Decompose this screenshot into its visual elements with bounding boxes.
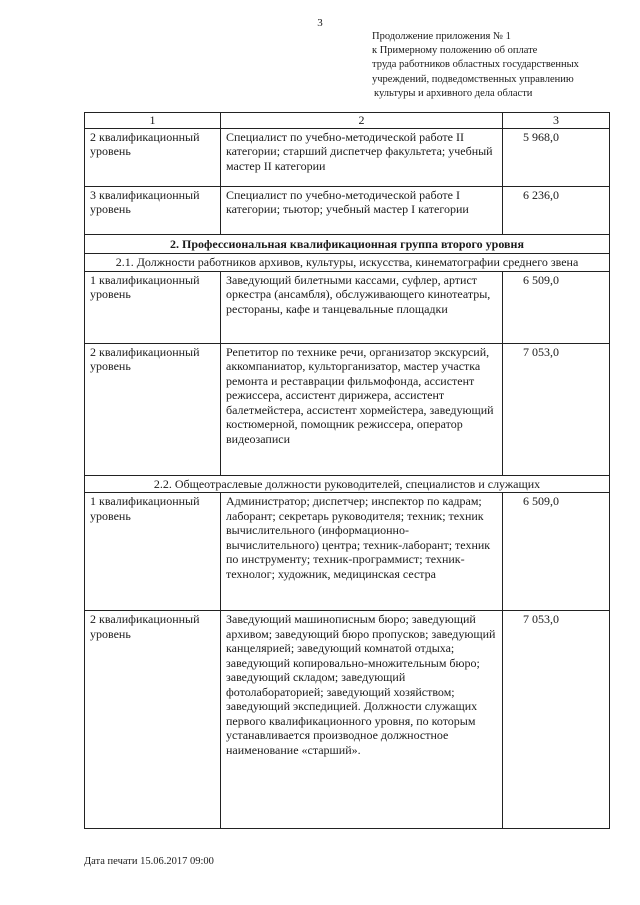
subgroup-header-row [85,475,610,493]
subgroup-title: 2.1. Должности работников архивов, культуры, искусства, кинематографии среднего звена [85,254,610,272]
salary-table [84,112,610,829]
table-header-row [85,113,610,129]
table-row [85,611,610,829]
group-title: 2. Профессиональная квалификационная группа второго уровня [85,234,610,254]
positions-cell: Заведующий машинописным бюро; заведующий архивом; заведующий бюро пропусков; заведующий канцелярией; заведующий комнатой отдыха; заведующий копировально-множительным бюро; заведующий складом; заведующий фотолабораторией; заведующий хозяйством; заведующий экспедицией. Должности служащих первого квалификационного уровня, по которым устанавливается производное должностное наименование «старший». [221,611,503,829]
salary-cell: 6 509,0 [503,493,610,611]
level-cell: 1 квалификационный уровень [85,493,221,611]
positions-cell: Специалист по учебно-методической работе II категории; старший диспетчер факультета; учебный мастер II категории [221,128,503,186]
level-cell: 1 квалификационный уровень [85,271,221,343]
subgroup-header-row [85,254,610,272]
column-header: 1 [85,113,221,129]
table-row [85,186,610,234]
salary-cell: 7 053,0 [503,611,610,829]
print-date: Дата печати 15.06.2017 09:00 [84,856,214,867]
appendix-line: труда работников областных государственных [372,59,579,71]
subgroup-title: 2.2. Общеотраслевые должности руководителей, специалистов и служащих [85,475,610,493]
column-header: 3 [503,113,610,129]
column-header: 2 [221,113,503,129]
table-row [85,128,610,186]
table-row [85,343,610,475]
appendix-note [372,30,632,101]
appendix-line: к Примерному положению об оплате [372,45,538,57]
level-cell: 3 квалификационный уровень [85,186,221,234]
page-number: 3 [317,17,323,29]
positions-cell: Администратор; диспетчер; инспектор по кадрам; лаборант; секретарь руководителя; техник; техник вычислительного (информационно-вычислительного) центра; техник-лаборант; техник по инструменту; техник-программист; техник-технолог; художник, медицинская сестра [221,493,503,611]
level-cell: 2 квалификационный уровень [85,128,221,186]
group-header-row [85,234,610,254]
salary-cell: 5 968,0 [503,128,610,186]
appendix-line: учреждений, подведомственных управлению [372,73,574,85]
appendix-line: Продолжение приложения № 1 [372,31,511,42]
salary-cell: 6 236,0 [503,186,610,234]
level-cell: 2 квалификационный уровень [85,611,221,829]
table-row [85,493,610,611]
table-row [85,271,610,343]
positions-cell: Репетитор по технике речи, организатор экскурсий, аккомпаниатор, культорганизатор, мастер участка ремонта и реставрации фильмофонда, ассистент режиссера, ассистент дирижера, ассистент балетмейстера, ассистент хормейстера, заведующий костюмерной, помощник режиссера, оператор видеозаписи [221,343,503,475]
salary-cell: 6 509,0 [503,271,610,343]
appendix-line: культуры и архивного дела области [374,87,533,99]
positions-cell: Специалист по учебно-методической работе I категории; тьютор; учебный мастер I категории [221,186,503,234]
salary-cell: 7 053,0 [503,343,610,475]
positions-cell: Заведующий билетными кассами, суфлер, артист оркестра (ансамбля), обслуживающего кинотеатры, рестораны, кафе и танцевальные площадки [221,271,503,343]
level-cell: 2 квалификационный уровень [85,343,221,475]
